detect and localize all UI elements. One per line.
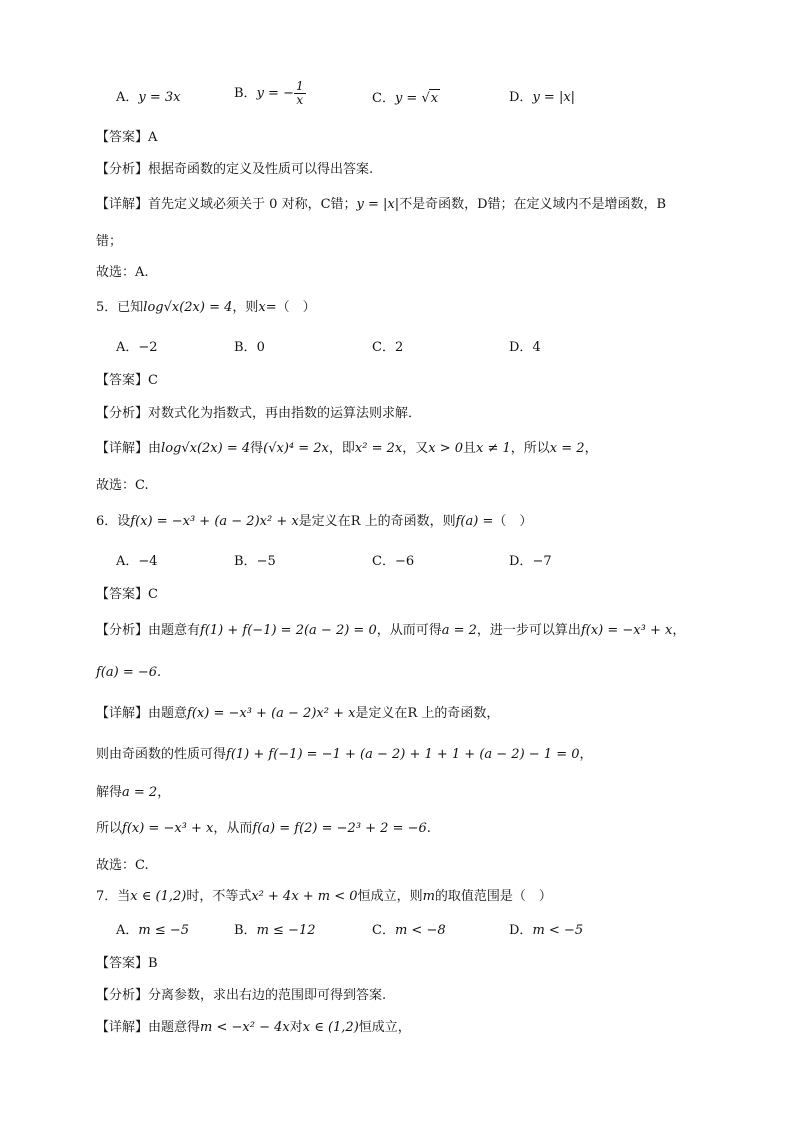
q5-choice: 故选：C. bbox=[96, 478, 149, 493]
q5-answer: 【答案】C bbox=[96, 373, 158, 388]
q7-option-a: A．m ≤ −5 bbox=[116, 923, 190, 938]
q6-analysis-line-2: f(a) = −6. bbox=[96, 665, 162, 680]
q6-option-b: B．−5 bbox=[234, 554, 276, 569]
q5-option-a: A．−2 bbox=[116, 340, 158, 355]
q7-stem: 7．当x ∈ (1,2)时，不等式x² + 4x + m < 0恒成立，则m的取值范围是（ ） bbox=[96, 889, 552, 904]
q4-answer: 【答案】A bbox=[96, 130, 158, 145]
q6-option-c: C．−6 bbox=[372, 554, 415, 569]
q5-option-b: B．0 bbox=[234, 340, 265, 355]
q7-option-b: B．m ≤ −12 bbox=[234, 923, 316, 938]
q4-choice: 故选：A. bbox=[96, 265, 149, 280]
q5-stem: 5．已知log√x(2x) = 4，则x=（ ） bbox=[96, 300, 316, 315]
q6-choice: 故选：C. bbox=[96, 858, 149, 873]
q5-detail: 【详解】由log√x(2x) = 4得(√x)⁴ = 2x，即x² = 2x，又x > 0且x ≠ 1，所以x = 2， bbox=[96, 441, 598, 456]
q7-option-c: C．m < −8 bbox=[372, 923, 446, 938]
q6-option-d: D．−7 bbox=[509, 554, 552, 569]
q6-detail-line-1: 【详解】由题意f(x) = −x³ + (a − 2)x² + x是定义在R 上的奇函数， bbox=[96, 706, 500, 721]
q6-option-a: A．−4 bbox=[116, 554, 158, 569]
q4-option-d: D．y = |x| bbox=[509, 90, 576, 105]
q4-option-a: A．y = 3x bbox=[116, 90, 181, 105]
q4-detail-line-2: 错； bbox=[96, 234, 123, 249]
q7-answer: 【答案】B bbox=[96, 956, 158, 971]
q4-option-c: C．y = √x bbox=[372, 91, 439, 106]
fraction: $\frac{1}{x}$ bbox=[295, 79, 304, 107]
q7-analysis: 【分析】分离参数，求出右边的范围即可得到答案. bbox=[96, 988, 387, 1003]
q4-detail-line-1: 【详解】首先定义域必须关于 0 对称，C错；y = |x|不是奇函数，D错；在定义域内不是增函数，B bbox=[96, 197, 667, 212]
q6-analysis-line-1: 【分析】由题意有f(1) + f(−1) = 2(a − 2) = 0，从而可得a = 2，进一步可以算出f(x) = −x³ + x， bbox=[96, 623, 686, 638]
q6-answer: 【答案】C bbox=[96, 587, 158, 602]
q4-analysis: 【分析】根据奇函数的定义及性质可以得出答案. bbox=[96, 162, 374, 177]
q6-detail-line-2: 则由奇函数的性质可得f(1) + f(−1) = −1 + (a − 2) + 1 + 1 + (a − 2) − 1 = 0， bbox=[96, 747, 593, 762]
q6-detail-line-3: 解得a = 2， bbox=[96, 785, 171, 800]
q5-analysis: 【分析】对数式化为指数式，再由指数的运算法则求解． bbox=[96, 406, 422, 421]
q4-option-b: B．y = − $\frac{1}{x}$ bbox=[234, 79, 304, 107]
q7-option-d: D．m < −5 bbox=[509, 923, 584, 938]
q5-option-c: C．2 bbox=[372, 340, 404, 355]
q7-detail: 【详解】由题意得m < −x² − 4x对x ∈ (1,2)恒成立， bbox=[96, 1020, 411, 1035]
q5-option-d: D．4 bbox=[509, 340, 541, 355]
q6-detail-line-4: 所以f(x) = −x³ + x，从而f(a) = f(2) = −2³ + 2 = −6. bbox=[96, 821, 431, 836]
q6-stem: 6．设f(x) = −x³ + (a − 2)x² + x是定义在R 上的奇函数，则f(a) =（ ） bbox=[96, 514, 533, 529]
